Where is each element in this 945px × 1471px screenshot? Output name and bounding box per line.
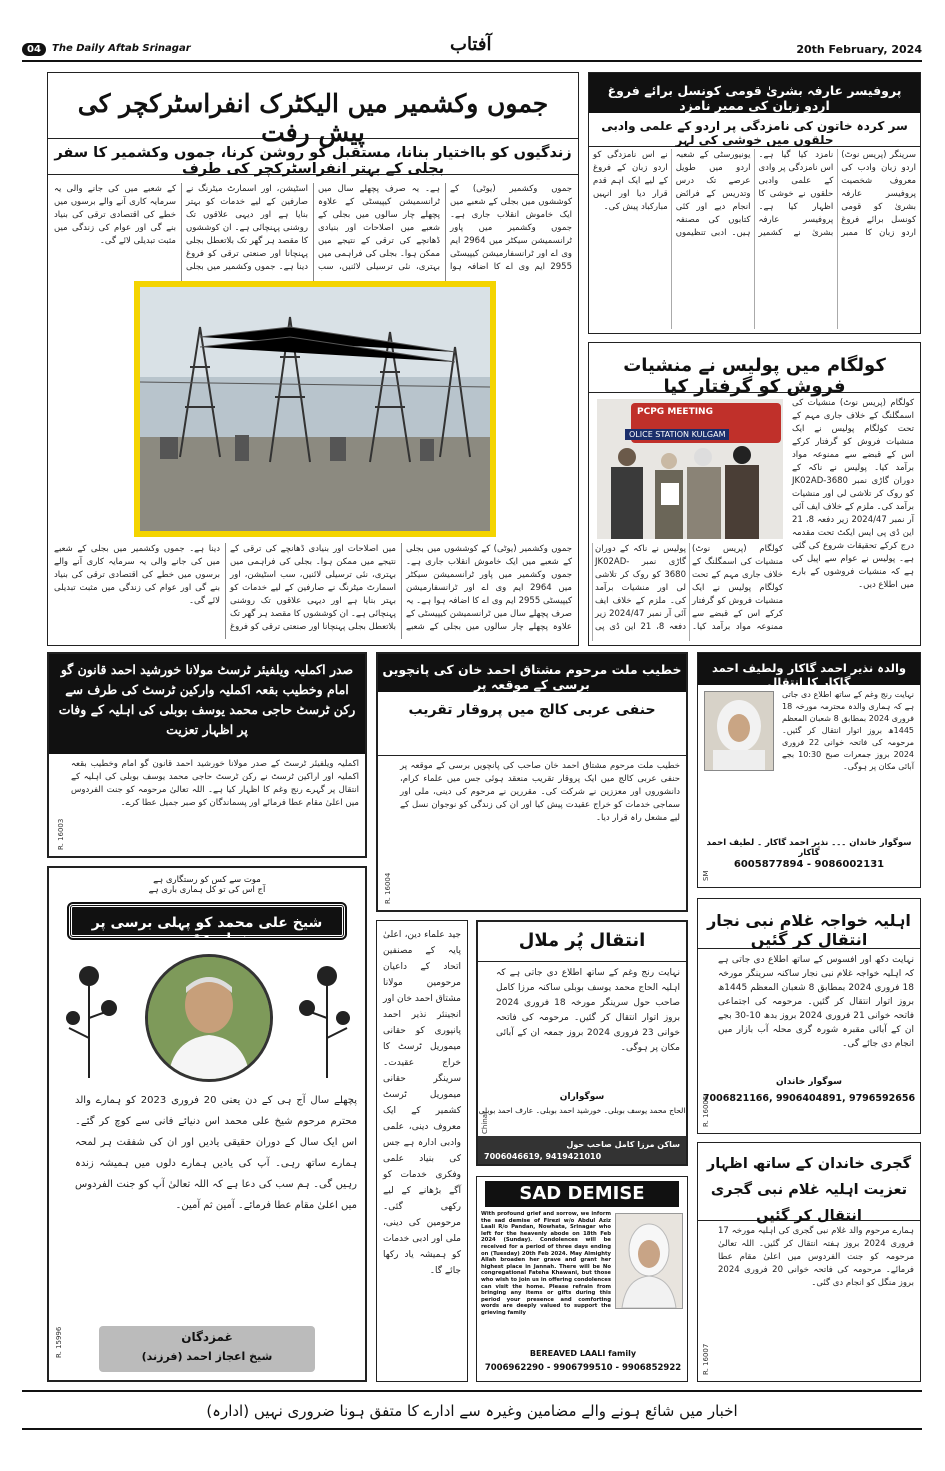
ad-khateeb-code: R. 16004 [384, 872, 392, 904]
ad-sheikh-line1: موت سے کس کو رستگاری ہے [153, 875, 261, 885]
story-professor-body: سرینگر (پریس نوٹ) اردو زبان وادب کی معروف شخصیت پروفیسر عارفہ بشریٰ کو قومی کونسل برائے فروغ اردو زبان کا ممبر نامزد کیا گیا ہے۔ اس نامزدگی پر وادی کے علمی وادبی حلقوں نے خوشی کا اظہار کیا ہے۔ پروفیسر عارفہ بشریٰ نے کشمیر یونیورسٹی کے شعبہ اردو میں طویل عرصے تک درس وتدریس کے فرائض انجام دیے اور کئی کتابوں کی مصنفہ ہیں۔ ادبی تنظیموں نے اس نامزدگی کو اردو زبان کے فروغ کے لیے ایک اہم قدم قرار دیا اور انہیں مبارکباد پیش کی۔ [593, 150, 916, 238]
ad-sheikh-headline: شیخ علی محمد کو پہلی برسی پر خراج عقیدت [69, 904, 345, 938]
lead-story [47, 72, 579, 646]
story-kulgam-headline: کولگام میں پولیس نے منشیات فروش کو گرفتار کیا [589, 343, 920, 393]
page-header [22, 34, 922, 62]
ad-intiqal-address: ساکن مرزا کامل صاحب حول [566, 1140, 680, 1149]
deceased-portrait [705, 692, 773, 770]
ad-gujri-body: ہمارے مرحوم والد غلام نبی گجری کی اہلیہ مورخہ 17 فروری 2024 بروز ہفتہ انتقال کر گئیں۔ اللہ تعالیٰ مرحومہ کو جنت الفردوس میں اعلیٰ مقام عطا فرمائے۔ مرحومہ کی فاتحہ خوانی 20 فروری 2024 بروز منگل کو انجام دی گئی۔ [718, 1226, 914, 1288]
ad-sheikh [47, 866, 367, 1382]
ad-sad-demise-photo [615, 1213, 683, 1309]
footer-disclaimer: اخبار میں شائع ہونے والے مضامین وغیرہ سے ادارے کا متفق ہونا ضروری نہیں (ادارہ) [206, 1402, 738, 1420]
ad-wafat-gakar-phones: 6005877894 - 9086002131 [733, 859, 885, 870]
pcpg-meeting-text: PCPG MEETING [637, 407, 713, 417]
ad-haqqani-body: جید علماء دین، اعلیٰ پایہ کے مصنفین اتحاد کے داعیان مرحومین مولانا مشتاق احمد خان اور انجینئر نذیر احمد پانپوری کو حقانی میموریل ٹرسٹ کا خراج عقیدت۔ سرینگر حقانی میموریل ٹرسٹ کشمیر کے ایک معروف دینی، علمی وادبی ادارہ ہے جس کی بنیاد علمی وفکری خدمات کو آگے بڑھانے کے لیے رکھی گئی۔ مرحومین کی دینی، ملی اور ادبی خدمات کو ہمیشہ یاد رکھا جائے گا۔ [383, 930, 461, 1276]
ad-wafat-gakar-code: SM [702, 870, 710, 881]
story-professor-headline: پروفیسر عارفہ بشریٰ قومی کونسل برائے فروغ اردو زبان کی ممبر نامزد [589, 73, 920, 113]
page-number: 04 [22, 43, 46, 56]
ad-khwaja [697, 898, 921, 1134]
lead-body-bottom: جموں وکشمیر (یوٹی) کے کوششوں میں بجلی کے شعبے میں ایک خاموش انقلاب جاری ہے۔ جموں وکشمیر میں پاور ٹرانسمیشن سیکٹر میں 2964 ایم وی اے اور ٹرانسفارمیشن کیپیسٹی 2955 ایم وی اے کا اضافہ ہوا ہے۔ یہ صرف پچھلے سال میں ٹرانسمیشن کیپیسٹی کے علاوہ پچھلے چار سالوں میں بجلی کے شعبے میں اصلاحات اور بنیادی ڈھانچے کی ترقی کے نتیجے میں ممکن ہوا۔ بجلی کی فراہمی میں بہتری، نئی ترسیلی لائنیں، سب اسٹیشن، اور اسمارٹ میٹرنگ نے صارفین کے لیے خدمات کو بہتر بنایا ہے اور دیہی علاقوں تک روشنی پہنچائی ہے۔ ان کوششوں کا مقصد ہر گھر تک بلاتعطل بجلی پہنچانا اور صنعتی ترقی کو فروغ دینا ہے۔ جموں وکشمیر میں بجلی کے شعبے میں کی جانے والی یہ سرمایہ کاری آنے والے برسوں میں خطے کی اقتصادی ترقی کی بنیاد بنے گی اور عوام کی زندگی میں مثبت تبدیلی لائے گی۔ [54, 544, 572, 632]
ad-khwaja-phones: 7006821166, 9906404891, 9796592656 [702, 1093, 916, 1104]
ad-wafat-gakar [697, 652, 921, 888]
ad-wafat-gakar-headline: والدہ نذیر احمد گاکار ولطیف احمد گاکار کا انتقال [698, 653, 920, 685]
ad-sheikh-code: R. 15996 [55, 1326, 63, 1358]
ad-sad-demise-phones: 7006962290 - 9906799510 - 9906852922 [484, 1363, 682, 1373]
ad-khwaja-headline: اہلیہ خواجہ غلام نبی نجار انتقال کر گئیں [698, 899, 920, 949]
ad-sheikh-photo [145, 954, 273, 1082]
story-kulgam-body-bottom: کولگام (پریس نوٹ) منشیات کی اسمگلنگ کے خلاف جاری مہم کے تحت کولگام پولیس نے ایک منشیات فروش کو گرفتار کرکے اس کے قبضے سے ممنوعہ مواد برآمد کیا۔ پولیس نے ناکہ کے دوران گاڑی نمبر JK02AD-3680 کو روک کر تلاشی لی اور منشیات برآمد کی۔ ملزم کے خلاف ایف آئی آر نمبر 2024/47 زیر دفعہ 8، 21 این ڈی پی [595, 544, 783, 632]
ad-sheikh-signoff: شیخ اعجاز احمد (فرزند) [141, 1350, 273, 1363]
page-date: 20th February, 2024 [796, 43, 922, 56]
ad-sad-demise-headline: SAD DEMISE [485, 1181, 679, 1207]
ad-khateeb [376, 652, 688, 912]
power-substation-photo [140, 287, 490, 531]
ad-haqqani-trust [376, 920, 468, 1382]
ad-intiqal-code: Chinar [481, 1111, 489, 1134]
ad-gujri-code: R. 16007 [702, 1343, 710, 1375]
ad-intiqal-names: الحاج محمد یوسف بوبلی۔ خورشید احمد بوبلی۔ عارف احمد بوبلی [478, 1106, 686, 1115]
ad-wafat-gakar-mourners: سوگوار خاندان ۔۔۔ نذیر احمد گاکار ۔ لطیف احمد گاکار [706, 838, 912, 858]
rose-ornament-left [59, 958, 129, 1078]
ad-sad-demise [476, 1176, 688, 1382]
ad-sheikh-body: پچھلے سال آج ہی کے دن یعنی 20 فروری 2023 کو ہمارے والد محترم مرحوم شیخ علی محمد اس دنیائے فانی سے کوچ کر گئے۔ اس ایک سال کے دوران حقیقی یادیں اور ان کی شفقت ہر لمحہ ہمارے ساتھ رہی۔ آپ کی یادیں ہمارے دلوں میں ہمیشہ زندہ رہیں گی۔ ہم سب کی دعا ہے کہ اللہ تعالیٰ آپ کو جنت الفردوس میں اعلیٰ مقام عطا فرمائے۔ آمین ثم آمین۔ [75, 1095, 357, 1211]
ad-gujri [697, 1142, 921, 1382]
ad-khateeb-headline: خطیب ملت مرحوم مشتاق احمد خان کی پانچویں برسی کے موقعہ پر [378, 654, 686, 692]
paper-name: The Daily Aftab Srinagar [52, 43, 191, 54]
lead-photo-frame [134, 281, 496, 537]
ad-trust [47, 652, 367, 858]
footer-rule-bottom [22, 1428, 922, 1430]
ad-intiqal [476, 920, 688, 1166]
ad-trust-code: R. 16003 [57, 818, 65, 850]
sheikh-portrait [148, 957, 270, 1079]
kulgam-photo [597, 399, 783, 539]
story-kulgam-body-side: کولگام (پریس نوٹ) منشیات کی اسمگلنگ کے خلاف جاری مہم کے تحت کولگام پولیس نے ایک منشیات فروش کو گرفتار کرکے اس کے قبضے سے ممنوعہ مواد برآمد کیا۔ پولیس نے ناکہ کے دوران گاڑی نمبر JK02AD-3680 کو روک کر تلاشی لی اور منشیات برآمد کی۔ ملزم کے خلاف ایف آئی آر نمبر 2024/47 زیر دفعہ 8، 21 این ڈی پی ایس ایکٹ تحت مقدمہ درج کرکے تحقیقات شروع کی گئی ہے۔ پولیس نے عوام سے اپیل کی ہے کہ منشیات فروشوں کے بارے میں اطلاع دیں۔ [792, 398, 914, 590]
masthead-logo: آفتاب [450, 34, 492, 55]
firezi-portrait [616, 1214, 682, 1308]
deceased-photo-gakar [704, 691, 774, 771]
lead-subhead: زندگیوں کو بااختیار بنانا، مستقبل کو روشن کرنا، جموں وکشمیر کا سفر بجلی کے بہتر انفراسٹرکچر کی طرف [48, 139, 578, 175]
story-kulgam [588, 342, 921, 646]
ad-khwaja-code: R. 16005 [702, 1095, 710, 1127]
ad-khwaja-mourners: سوگوار خاندان [776, 1077, 842, 1087]
ad-khateeb-subhead: حنفی عربی کالج میں پروقار تقریب [378, 692, 686, 756]
ad-intiqal-mourners: سوگواران [559, 1092, 605, 1102]
ad-intiqal-body: نہایت رنج وغم کے ساتھ اطلاع دی جاتی ہے کہ اہلیہ الحاج محمد یوسف بوبلی ساکنہ مرزا کامل صاحب حول سرینگر مورخہ 18 فروری 2024 بروز اتوار انتقال کر گئیں۔ مرحومہ کی فاتحہ خوانی 23 فروری 2024 بروز جمعہ ان کے آبائی مکان پر ہوگی۔ [496, 968, 680, 1053]
ad-intiqal-phones: 7006046619, 9419421010 [484, 1152, 602, 1161]
ad-khateeb-body: خطیب ملت مرحوم مشتاق احمد خان صاحب کی پانچویں برسی کے موقعہ پر حنفی عربی کالج میں ایک پروقار تقریب منعقد ہوئی جس میں علماء کرام، دانشوروں اور معززین نے شرکت کی۔ مقررین نے مرحوم کی دینی، ملی اور سماجی خدمات کو خراج عقیدت پیش کیا اور ان کی زندگی کو نوجوان نسل کے لیے مشعل راہ قرار دیا۔ [400, 761, 680, 823]
ad-wafat-gakar-body: نہایت رنج وغم کے ساتھ اطلاع دی جاتی ہے کہ ہماری والدہ محترمہ مورخہ 18 فروری 2024 بمطابق 8 شعبان المعظم 1445ھ بروز اتوار انتقال کر گئیں۔ مرحومہ کی فاتحہ خوانی 22 فروری 2024 بروز جمعرات صبح 10:30 بجے آبائی مکان پر ہوگی۔ [782, 690, 914, 771]
ad-gujri-headline: گجری خاندان کے ساتھ اظہار تعزیت اہلیہ غلام نبی گجری انتقال کر گئیں [698, 1143, 920, 1221]
ad-sheikh-signoff-title: غمزدگان [181, 1330, 233, 1344]
ad-intiqal-headline: انتقال پُر ملال [478, 922, 686, 962]
rose-ornament-right [287, 958, 357, 1078]
ad-sad-demise-family: BEREAVED LAALI family [529, 1349, 637, 1358]
ad-trust-body: اکملیہ ویلفیئر ٹرسٹ کے صدر مولانا خورشید احمد قانون گو امام وخطیب بقعہ اکملیہ اور اراکین ٹرسٹ نے رکن ٹرسٹ حاجی محمد یوسف بوبلی کی اہلیہ کے انتقال پر گہرے رنج وغم کا اظہار کیا ہے۔ اللہ تعالیٰ مرحومہ کو جنت الفردوس میں اعلیٰ مقام عطا فرمائے اور پسماندگان کو صبر جمیل عطا کرے۔ [71, 759, 359, 808]
people-figures [597, 439, 783, 539]
footer-rule [22, 1390, 922, 1392]
ad-sheikh-line2: آج اس کی تو کل ہماری باری ہے [148, 885, 266, 895]
story-professor-subhead: سر کردہ خاتون کی نامزدگی پر اردو کے علمی وادبی حلقوں میں خوشی کی لہر [589, 113, 920, 147]
ad-sad-demise-body: With profound grief and sorrow, we inform the sad demise of Firezi w/o Abdul Aziz Laali R/o Pandan, Nowhata, Srinagar who left for the heavenly abode on 18th Feb 2024 (Sunday). Condolences will be received for a period of three days ending on (Tuesday) 20th Feb 2024. May Almighty Allah broaden her grave and grant her highest place in Jannah. There will be No congregational Fateha Khawani, but those who wish to join us in offering condolences can visit the home. Please refrain from bringing any items or gifts during this period your presence and comforting words are deeply valued to support the grieving family [481, 1211, 611, 1316]
ad-trust-headline: صدر اکملیہ ویلفیئر ٹرسٹ مولانا خورشید احمد قانون گو امام وخطیب بقعہ اکملیہ وارکین ٹرسٹ کی طرف سے رکن ٹرسٹ حاجی محمد یوسف بوبلی کی اہلیہ کے وفات پر اظہار تعزیت [49, 654, 365, 754]
lead-body-top: جموں وکشمیر (یوٹی) کے کوششوں میں بجلی کے شعبے میں ایک خاموش انقلاب جاری ہے۔ جموں وکشمیر میں پاور ٹرانسمیشن سیکٹر میں 2964 ایم وی اے اور ٹرانسفارمیشن کیپیسٹی 2955 ایم وی اے کا اضافہ ہوا ہے۔ یہ صرف پچھلے سال میں ٹرانسمیشن کیپیسٹی کے علاوہ پچھلے چار سالوں میں بجلی کے شعبے میں اصلاحات اور بنیادی ڈھانچے کی ترقی کے نتیجے میں ممکن ہوا۔ بجلی کی فراہمی میں بہتری، نئی ترسیلی لائنیں، سب اسٹیشن، اور اسمارٹ میٹرنگ نے صارفین کے لیے خدمات کو بہتر بنایا ہے اور دیہی علاقوں تک روشنی پہنچائی ہے۔ ان کوششوں کا مقصد ہر گھر تک بلاتعطل بجلی پہنچانا اور صنعتی ترقی کو فروغ دینا ہے۔ جموں وکشمیر میں بجلی کے شعبے میں کی جانے والی یہ سرمایہ کاری آنے والے برسوں میں خطے کی اقتصادی ترقی کی بنیاد بنے گی اور عوام کی زندگی میں مثبت تبدیلی لائے گی۔ [54, 184, 573, 272]
story-professor [588, 72, 921, 334]
police-station-text: OLICE STATION KULGAM [625, 429, 729, 440]
ad-khwaja-body: نہایت دکھ اور افسوس کے ساتھ اطلاع دی جاتی ہے کہ اہلیہ خواجہ غلام نبی نجار ساکنہ سرینگر مورخہ 18 فروری 2024 بمطابق 8 شعبان المعظم 1445ھ بروز اتوار انتقال کر گئیں۔ مرحومہ کی اجتماعی فاتحہ خوانی 21 فروری 2024 بروز بدھ 10-30 بجے ان کے آبائی مقبرہ شورہ گری محلہ آب بازار میں انجام دی جائے گی۔ [718, 955, 914, 1049]
lead-headline: جموں وکشمیر میں الیکٹرک انفراسٹرکچر کی پیش رفت [48, 73, 578, 139]
